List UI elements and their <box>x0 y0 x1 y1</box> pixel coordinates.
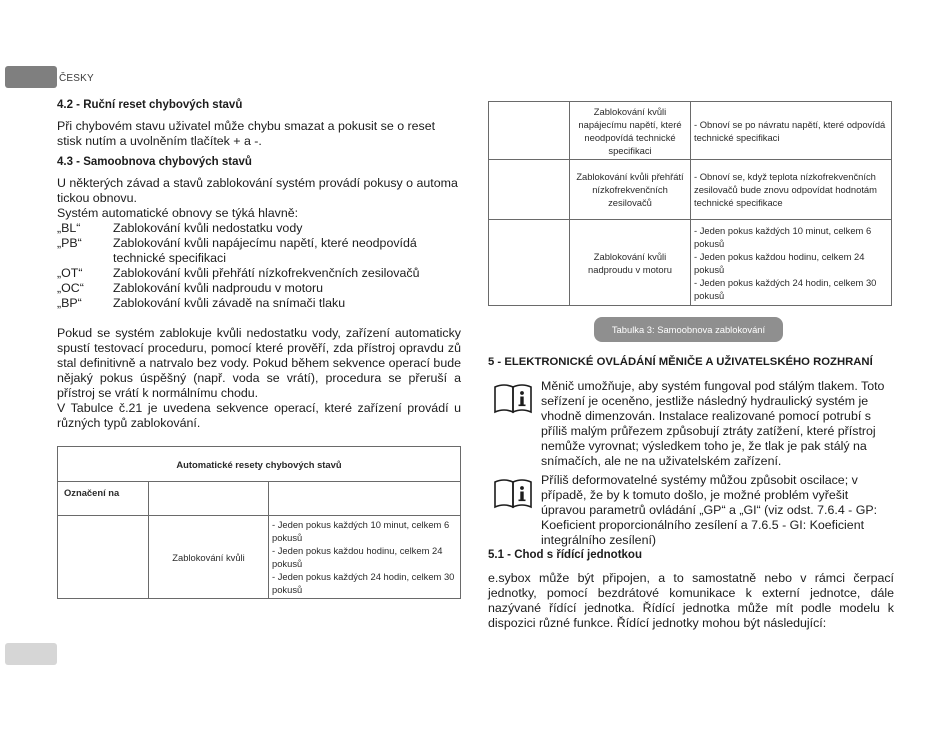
language-label: ČESKY <box>59 73 94 84</box>
action-line: - Jeden pokus každých 10 minut, celkem 6 pokusů <box>272 519 450 543</box>
action-line: - Jeden pokus každou hodinu, celkem 24 pokusů <box>694 250 865 275</box>
code-item <box>57 236 461 266</box>
section-4-3-system-line: Systém automatické obnovy se týká hlavně: <box>57 206 299 220</box>
reset-table-cell-actions <box>269 516 461 599</box>
code-item <box>57 281 461 296</box>
table-caption: Tabulka 3: Samoobnova zablokování <box>594 317 783 342</box>
section-4-3-paragraph-2: V Tabulce č.21 je uvedena sekvence operací, které zařízení provádí u různých typů zablokování. <box>57 401 461 430</box>
action-line: - Obnoví se po návratu napětí, které odpovídá technické specifikaci <box>694 118 886 143</box>
section-5-title: 5 - ELEKTRONICKÉ OVLÁDÁNÍ MĚNIČE A UŽIVATELSKÉHO ROZHRANÍ <box>488 356 873 368</box>
reset-table-cell-code <box>58 516 149 599</box>
code-item <box>57 296 461 311</box>
code-label: „PB“ <box>57 236 82 250</box>
autorecovery-cell-code <box>489 102 570 160</box>
autorecovery-cell-actions <box>691 102 892 160</box>
autorecovery-cell-desc: Zablokování kvůli přehřátí nízkofrekvenčních zesilovačů <box>570 160 691 220</box>
code-description: Zablokování kvůli závadě na snímači tlaku <box>113 296 346 310</box>
manual-info-icon <box>493 382 533 414</box>
autorecovery-cell-desc: Zablokování kvůli nadproudu v motoru <box>570 220 691 306</box>
code-description: Zablokování kvůli nedostatku vody <box>113 221 303 235</box>
info-text-2: Příliš deformovatelné systémy můžou způsobit oscilace; v případě, že by k tomuto došlo, je možné problém vyřešit úpravou parametrů ovládání „GP“ a „GI“ (viz odst. 7.6.4 - GP: Koeficient proporcionálního zesílení a 7.6.5 - GI: Koeficient integrálního zesílení) <box>541 473 878 548</box>
code-label: „OT“ <box>57 266 83 280</box>
autorecovery-cell-desc: Zablokování kvůli napájecímu napětí, které neodpovídá technické specifikaci <box>570 102 691 160</box>
section-4-2-text: Při chybovém stavu uživatel může chybu smazat a pokusit se o reset stisk nutím a uvolněním tlačítek + a -. <box>57 119 436 148</box>
code-label: „BL“ <box>57 221 81 235</box>
left-column <box>57 98 461 431</box>
reset-table-header-code: Označení na <box>58 482 149 516</box>
code-label: „BP“ <box>57 296 82 310</box>
section-4-3-intro: U některých závad a stavů zablokování systém provádí pokusy o automa tickou obnovu. <box>57 176 458 205</box>
code-description: Zablokování kvůli přehřátí nízkofrekvenčních zesilovačů <box>113 266 420 280</box>
autorecovery-table <box>488 101 892 306</box>
section-5-1-title: 5.1 - Chod s řídící jednotkou <box>488 549 642 561</box>
code-label: „OC“ <box>57 281 84 295</box>
page-number-tab <box>5 643 57 665</box>
section-4-3-title: 4.3 - Samoobnova chybových stavů <box>57 156 252 168</box>
action-line: - Obnoví se, když teplota nízkofrekvenčních zesilovačů bude znovu odpovídat hodnotám technické specifikace <box>694 171 877 208</box>
autorecovery-cell-actions <box>691 220 892 306</box>
autorecovery-cell-code <box>489 220 570 306</box>
action-line: - Jeden pokus každou hodinu, celkem 24 pokusů <box>272 545 443 569</box>
code-item <box>57 221 461 236</box>
action-line: - Jeden pokus každých 10 minut, celkem 6 pokusů <box>694 224 872 249</box>
autorecovery-cell-code <box>489 160 570 220</box>
manual-info-icon <box>493 477 533 509</box>
autorecovery-cell-actions <box>691 160 892 220</box>
code-list <box>57 221 461 311</box>
reset-table-title: Automatické resety chybových stavů <box>58 447 461 482</box>
code-item <box>57 266 461 281</box>
reset-table <box>57 446 461 599</box>
section-5-1-text: e.sybox může být připojen, a to samostatně nebo v rámci čerpací jednotky, pomocí bezdrátové komunikace k externí jednotce, dále nazývané řídící jednotka. Řídící jednotka může mít podle modelu k dispozici různé funkce. Řídící jednotky mohou být následující: <box>488 571 894 630</box>
action-line: - Jeden pokus každých 24 hodin, celkem 30 pokusů <box>272 571 455 595</box>
reset-table-cell-desc: Zablokování kvůli <box>149 516 269 599</box>
language-tab <box>5 66 57 88</box>
section-4-3-paragraph-1: Pokud se systém zablokuje kvůli nedostatku vody, zařízení automaticky spustí testovací proceduru, pomocí které prověří, zda přístroj opravdu zů stal definitivně a natrvalo bez vody. Pokud během sekvence operací bude nějaký pokus úspěšný (např. voda se vrátí), procedura se přeruší a přístroj se vrátí k normálnímu chodu. <box>57 326 461 400</box>
code-description: Zablokování kvůli nadproudu v motoru <box>113 281 324 295</box>
info-text-1: Měnič umožňuje, aby systém fungoval pod stálým tlakem. Toto seřízení je oceněno, jestliže následný hydraulický systém je vhodně dimenzován. Instalace realizované pomocí potrubí s příliš malým průřezem způsobují ztráty zatížení, které přístroj nemůže vyrovnat; výsledkem toho je, že tlak je pak stálý na snímačích, ale ne na uživatelském zařízení. <box>541 379 885 469</box>
code-description: Zablokování kvůli napájecímu napětí, které neodpovídá technické specifikaci <box>113 236 417 265</box>
reset-table-header-empty <box>269 482 461 516</box>
reset-table-header-empty <box>149 482 269 516</box>
action-line: - Jeden pokus každých 24 hodin, celkem 30 pokusů <box>694 276 877 301</box>
section-4-2-title: 4.2 - Ruční reset chybových stavů <box>57 99 243 111</box>
